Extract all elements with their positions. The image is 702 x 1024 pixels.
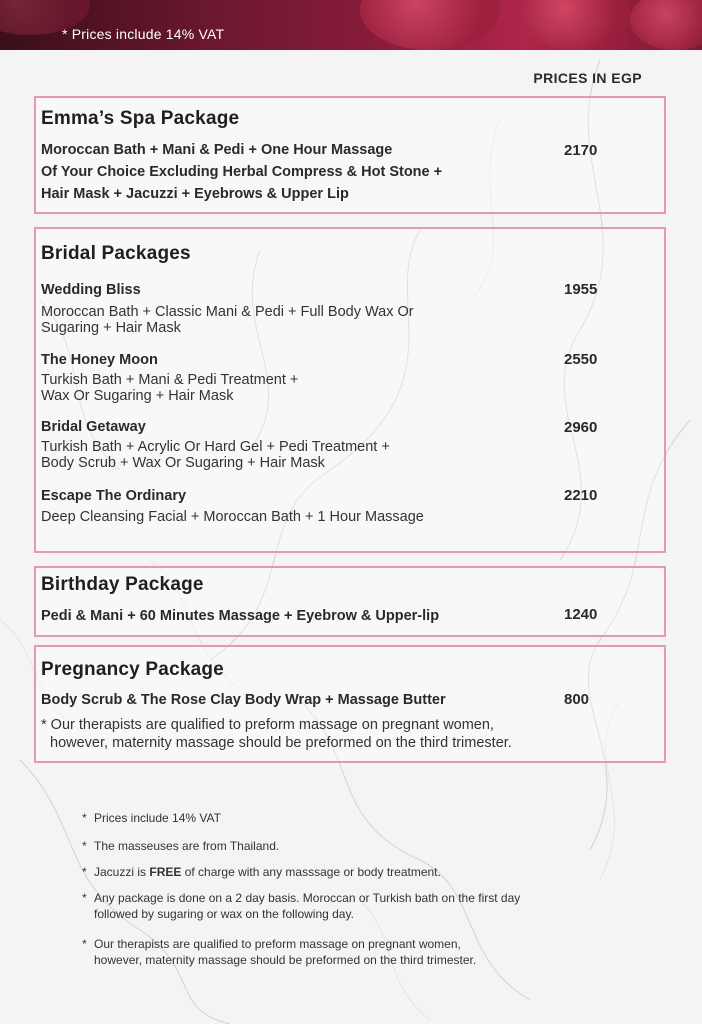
footer-note-masseuses <box>82 838 642 854</box>
footer-note-vat <box>82 810 642 826</box>
bridal-item-desc: Moroccan Bath + Classic Mani & Pedi + Full Body Wax Or <box>41 304 414 320</box>
bullet-star: * <box>82 865 87 879</box>
bridal-packages-box <box>34 227 666 553</box>
birthday-package-price: 1240 <box>564 606 598 623</box>
bullet-star: * <box>82 839 87 853</box>
pregnancy-note-line: however, maternity massage should be preformed on the third trimester. <box>50 735 512 751</box>
bridal-item-title: Wedding Bliss <box>41 282 141 298</box>
bridal-item-desc: Turkish Bath + Acrylic Or Hard Gel + Pedi Treatment + <box>41 439 390 455</box>
header-band <box>0 0 702 50</box>
pregnancy-package-line: Body Scrub & The Rose Clay Body Wrap + Massage Butter <box>41 692 446 708</box>
birthday-package-box <box>34 566 666 637</box>
footer-note-free: FREE <box>149 865 182 879</box>
header-vat-note: * Prices include 14% VAT <box>62 26 225 42</box>
footer-note-text: The masseuses are from Thailand. <box>94 839 280 853</box>
birthday-package-title: Birthday Package <box>41 574 204 595</box>
bridal-item-price: 2210 <box>564 487 598 504</box>
bullet-star: * <box>82 811 87 825</box>
pregnancy-package-box <box>34 645 666 763</box>
footer-note-therapists <box>82 936 642 968</box>
emma-spa-package-box <box>34 96 666 214</box>
bridal-item-title: Bridal Getaway <box>41 419 146 435</box>
rose-petal-decoration <box>630 0 702 50</box>
bridal-item-price: 2960 <box>564 419 598 436</box>
birthday-package-line: Pedi & Mani + 60 Minutes Massage + Eyebrow & Upper-lip <box>41 608 440 624</box>
bridal-item-desc: Deep Cleansing Facial + Moroccan Bath + 1 Hour Massage <box>41 509 424 525</box>
footer-note-text: of charge with any masssage or body treatment. <box>181 865 441 879</box>
rose-petal-decoration <box>360 0 500 50</box>
bridal-item-title: Escape The Ordinary <box>41 488 187 504</box>
footer-note-text: Prices include 14% VAT <box>94 811 221 825</box>
footer-note-text: however, maternity massage should be preformed on the third trimester. <box>94 953 477 967</box>
bridal-item-desc: Body Scrub + Wax Or Sugaring + Hair Mask <box>41 455 325 471</box>
bridal-item-title: The Honey Moon <box>41 352 158 368</box>
bullet-star: * <box>82 937 87 951</box>
emma-package-line: Moroccan Bath + Mani & Pedi + One Hour Massage <box>41 142 393 158</box>
footer-note-package <box>82 890 642 922</box>
bridal-item-desc: Turkish Bath + Mani & Pedi Treatment + <box>41 372 299 388</box>
bridal-item-desc: Sugaring + Hair Mask <box>41 320 181 336</box>
footer-note-text: Jacuzzi is <box>94 865 150 879</box>
pregnancy-package-title: Pregnancy Package <box>41 659 224 680</box>
emma-package-price: 2170 <box>564 142 598 159</box>
pregnancy-note-line: * Our therapists are qualified to preform massage on pregnant women, <box>41 717 494 733</box>
rose-petal-decoration <box>520 0 630 50</box>
bridal-item-price: 2550 <box>564 351 598 368</box>
bridal-packages-title: Bridal Packages <box>41 243 191 264</box>
footer-note-text: Any package is done on a 2 day basis. Moroccan or Turkish bath on the first day <box>94 891 521 905</box>
bridal-item-desc: Wax Or Sugaring + Hair Mask <box>41 388 234 404</box>
footer-note-text: followed by sugaring or wax on the following day. <box>94 907 354 921</box>
emma-package-line: Of Your Choice Excluding Herbal Compress & Hot Stone + <box>41 164 443 180</box>
bullet-star: * <box>82 891 87 905</box>
footer-note-jacuzzi <box>82 864 642 880</box>
pregnancy-package-price: 800 <box>564 691 590 708</box>
bridal-item-price: 1955 <box>564 281 598 298</box>
footer-note-text: Our therapists are qualified to preform massage on pregnant women, <box>94 937 461 951</box>
emma-package-line: Hair Mask + Jacuzzi + Eyebrows & Upper Lip <box>41 186 349 202</box>
emma-package-title: Emma’s Spa Package <box>41 108 240 129</box>
prices-in-egp-label: PRICES IN EGP <box>533 70 642 86</box>
